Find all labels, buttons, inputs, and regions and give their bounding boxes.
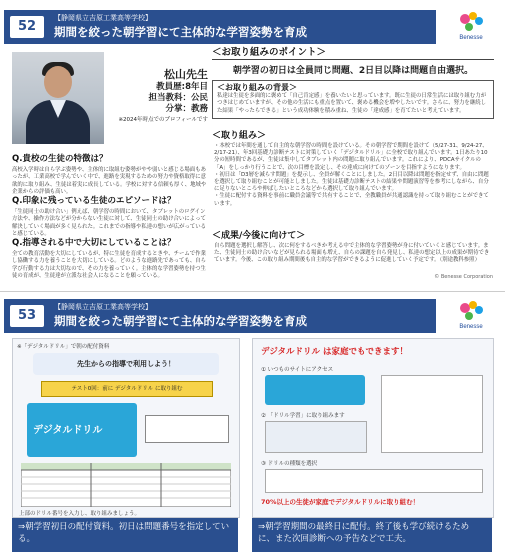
page-header (4, 299, 436, 333)
handout-step-1: ① いつものサイトにアクセス (261, 367, 334, 373)
handout-step-3: ③ ドリルの種類を選択 (261, 461, 318, 467)
background-header: ＜お取り組みの背景＞ (217, 83, 297, 92)
page-divider (0, 291, 505, 292)
logo-text: Benesse (459, 35, 483, 41)
answer: 「生徒同士の助け合い」例えば、朝学習の時間において、タブレットのログイン方法や、操作方法などが分からない生徒に対して、生徒同士の助け合いによって解決していく場面が多く見られた。これまでの指導や私達の想いが広がっていると感じている。 (12, 209, 207, 238)
question: Q.指導される中で大切にしていることは？ (12, 238, 176, 248)
benesse-logo-icon (445, 7, 497, 43)
qa-block-3 (12, 236, 208, 281)
effort-header: ＜取り組み＞ (212, 131, 267, 141)
qa-block-2 (12, 194, 208, 239)
outcome-text: 自ら問題を選択し解答し、次に何をするべきか考える中で主体的な学習姿勢が身に付いていくと感じています。また、生徒同士の助け合いなどが見られる場面も増え、自らの課題を自ら発見し、私達の想定以上の成果が期待できています。今後、この取り組み期間後も自主的な学習ができるように促進していく予定です。（別途教科参照） (214, 243, 490, 264)
handout-step-2: ② 「ドリル学習」に取り組みます (261, 413, 345, 419)
effort-section (212, 128, 494, 208)
page-number: 52 (10, 16, 44, 38)
qa-block-1 (12, 152, 208, 197)
drill-number-table (21, 463, 231, 507)
outcome-header: ＜成果/今後に向けて＞ (212, 231, 306, 241)
page-title: 期間を絞った朝学習にて主体的な学習姿勢を育成 (54, 25, 307, 39)
profile-note: ※2024年時点でのプロフィールです (118, 117, 208, 123)
teacher-profile (110, 66, 208, 123)
handout-note: 上部のドリル番号を入力し、取り組みましょう。 (19, 511, 141, 517)
point-text: 朝学習の初日は全員同じ問題、2日目以降は問題自由選択。 (232, 66, 474, 76)
answer: 高校入学時は自ら学ぶ姿勢や、主体的に取組む姿勢がやや弱いと感じる場面もあったが、工業高校で学んでいく中で、進路を実現するための努力や資格取得に意欲的に取り組み、生徒は着実に成長している。学校に対する信頼も厚く、地域や企業からの評価も高い。 (12, 167, 207, 196)
question: Q.貴校の生徒の特徴は？ (12, 154, 108, 164)
background-section (212, 80, 494, 119)
point-section (212, 44, 494, 76)
page-header (4, 10, 436, 44)
handout-footer: 70%以上の生徒が家庭でデジタルドリルに取り組む！ (261, 498, 420, 506)
page-53 (0, 294, 505, 558)
drill-list (265, 469, 483, 493)
point-header: ＜お取り組みのポイント＞ (212, 44, 494, 60)
drill-title: デジタルドリル (33, 425, 103, 436)
handout-banner: 先生からの指導で利用しよう！ (33, 353, 219, 375)
background-text: 私達は生徒を多面的に褒めて「自己肯定感」を養いたいと思っています。既に生徒の日常生活には取り組む力がつきはじめていますが、その他の生活にも重点を置いて、褒める機会を増やしたいです。さらに、努力を継続した結果「やったらできる」という成功体験を積み重ね、生徒の「達成感」を育てたいと考えています。 (217, 93, 487, 114)
drill-screen (27, 403, 137, 457)
handout-preview-last-day (252, 338, 494, 518)
teacher-years: 教員歴:8年目 (156, 82, 208, 92)
teacher-subject: 担当教科：公民 (148, 93, 208, 103)
effort-item: ・初日は「D3層を減らす問題」を提示し、全員が解くことにしました。2日目以降は問題を指定せず、自由に問題を選択して取り組むことが可能としました。生徒は基礎力診断テストの結果や問題演習等を参考にしながら、自分に足りないところや伸ばしたいところなどから選択して取り組んでいます。 (214, 171, 489, 193)
effort-item: ・生徒に配付する資料を事前に職員会議等で共有することで、全教職員が共通認識を持って取り組むことができています。 (214, 193, 489, 207)
handout-step: テスト0回：前に デジタルドリル に取り組む (41, 381, 213, 397)
site-screen (265, 375, 365, 405)
answer: 全ての教育活動を大切にしているが、特に生徒を育成するときや、チームで作業し協働する力を養うことを大切にしている。どのような進路先であっても、自ら学び行動する力は大切なので、その力を養っていく。主体的な学習姿勢を持つ生徒の育成が、生徒達が立派な社会人になることを願っている。 (12, 251, 207, 280)
benesse-logo-icon (445, 296, 497, 332)
school-name: 【静岡県立吉原工業高等学校】 (54, 303, 152, 311)
tablet-screen (381, 375, 483, 453)
page-number: 53 (10, 305, 44, 327)
drill-code-box (145, 415, 229, 443)
teacher-photo (12, 52, 104, 144)
drill-menu-screen (265, 421, 367, 453)
outcome-section (212, 228, 494, 265)
handout-label: ※「デジタルドリル」で朝の配付資料 (17, 344, 110, 350)
handout-preview-first-day (12, 338, 240, 518)
teacher-division: 分掌：教務 (165, 104, 208, 114)
caption-last-day: ⇒朝学習期間の最終日に配付。終了後も学び続けるために、また次回診断への予告などで工夫。 (252, 518, 492, 552)
effort-item: ・本校では年間を通して自主的な朝学習の時間を設けている。その朝学習で期間を設けて（5/27-31、9/24-27、2/17-21）、年3回基礎力診断テストに対策していく「デジタルドリル」に全校で取り組んでいます。1日あたり10分の短時間であるが、生徒は集中してタブレット内の問題に取り組んでいます。これにより、PDCAサイクルの「A」をしっかり行うことで、次の目標を設定し、その達成に向けてのゾーンを目指すようになります。 (214, 143, 488, 171)
school-name: 【静岡県立吉原工業高等学校】 (54, 14, 152, 22)
question: Q.印象に残っている生徒のエピソードは？ (12, 196, 176, 206)
handout-title: デジタルドリル は家庭でもできます！ (261, 347, 408, 357)
page-title: 期間を絞った朝学習にて主体的な学習姿勢を育成 (54, 314, 307, 328)
copyright: © Benesse Corporation (434, 274, 493, 280)
caption-first-day: ⇒朝学習初日の配付資料。初日は問題番号を指定している。 (12, 518, 238, 552)
teacher-name: 松山先生 (164, 68, 208, 81)
logo-text: Benesse (459, 324, 483, 330)
